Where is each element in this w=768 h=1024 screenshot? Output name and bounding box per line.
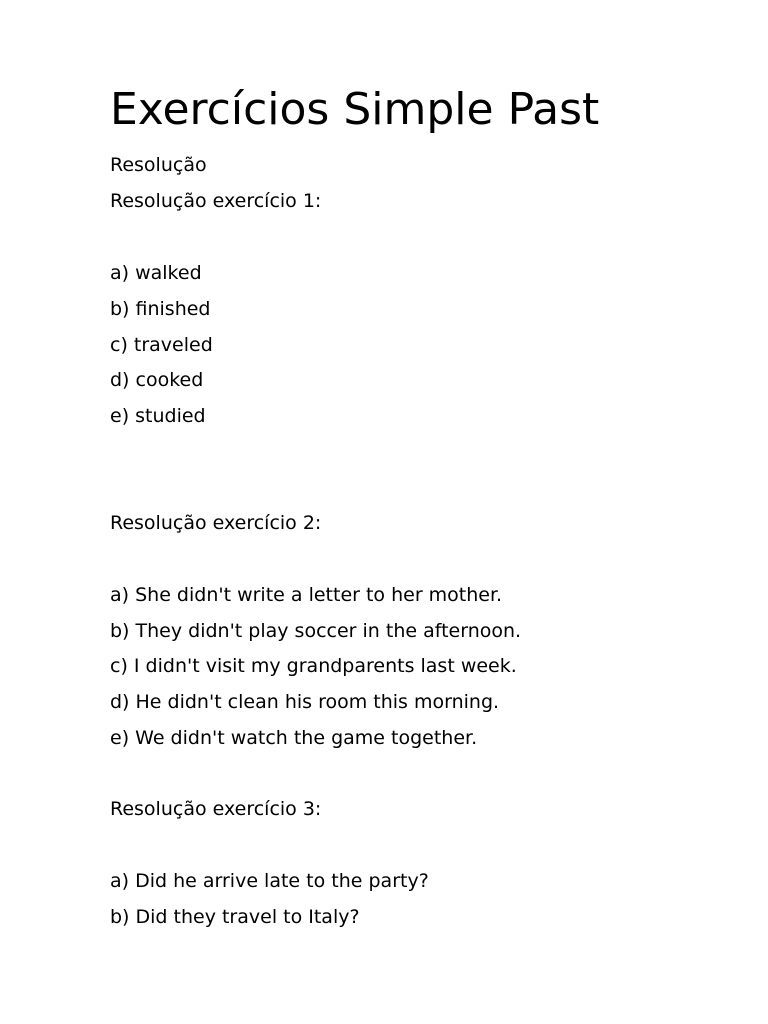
section-3-answer-b: b) Did they travel to Italy?	[110, 906, 360, 928]
section-1-answer-b: b) finished	[110, 298, 211, 320]
section-2-answer-a: a) She didn't write a letter to her mother.	[110, 584, 503, 606]
section-3-heading: Resolução exercício 3:	[110, 798, 322, 820]
section-2-answer-d: d) He didn't clean his room this morning.	[110, 691, 500, 713]
section-2-answer-e: e) We didn't watch the game together.	[110, 727, 478, 749]
section-3-answer-a: a) Did he arrive late to the party?	[110, 870, 429, 892]
section-2-answer-b: b) They didn't play soccer in the afternoon.	[110, 620, 522, 642]
section-2-heading: Resolução exercício 2:	[110, 512, 322, 534]
section-1-answer-c: c) traveled	[110, 334, 213, 356]
document-subtitle: Resolução	[110, 154, 207, 176]
document-title: Exercícios Simple Past	[110, 84, 600, 135]
section-1-answer-e: e) studied	[110, 405, 206, 427]
section-1-answer-d: d) cooked	[110, 369, 204, 391]
section-1-answer-a: a) walked	[110, 262, 202, 284]
section-2-answer-c: c) I didn't visit my grandparents last week.	[110, 655, 517, 677]
section-1-heading: Resolução exercício 1:	[110, 190, 322, 212]
